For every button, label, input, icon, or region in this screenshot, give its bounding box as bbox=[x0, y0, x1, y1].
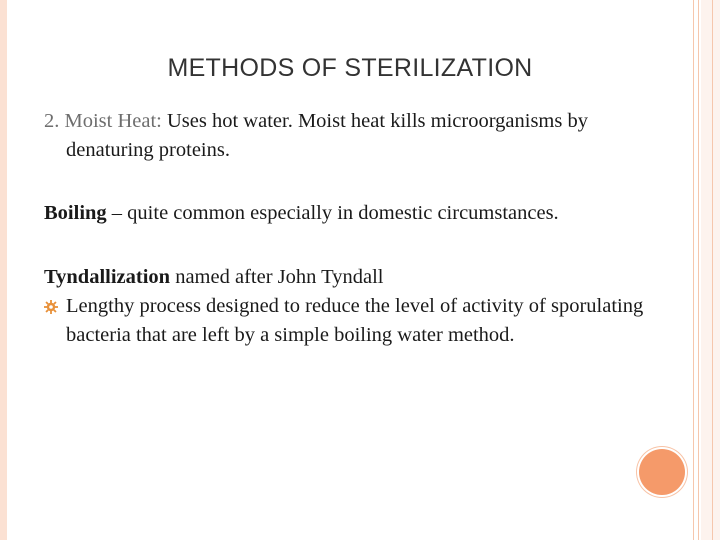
tyndallization-term: Tyndallization bbox=[44, 266, 171, 288]
slide-title: METHODS OF STERILIZATION bbox=[167, 54, 533, 82]
tyndallization-text: named after John Tyndall bbox=[170, 266, 384, 288]
boiling-text: – quite common especially in domestic circumstances. bbox=[106, 202, 559, 224]
moist-heat-paragraph bbox=[44, 107, 674, 165]
accent-circle bbox=[639, 449, 685, 495]
tyndallization-paragraph bbox=[44, 263, 674, 292]
sun-gear-icon bbox=[44, 300, 58, 314]
boiling-paragraph bbox=[44, 199, 674, 228]
right-decor-band bbox=[701, 0, 720, 540]
moist-heat-label: 2. Moist Heat: bbox=[44, 110, 162, 132]
moist-heat-text: Uses hot water. Moist heat kills microorganisms by denaturing proteins. bbox=[66, 110, 588, 161]
boiling-term: Boiling bbox=[44, 202, 107, 224]
slide-body bbox=[44, 107, 674, 350]
right-decor-line-far bbox=[712, 0, 713, 540]
bullet-item bbox=[44, 292, 674, 350]
bullet-text: Lengthy process designed to reduce the level of activity of sporulating bacteria that are left by a simple boiling water method. bbox=[66, 295, 644, 346]
